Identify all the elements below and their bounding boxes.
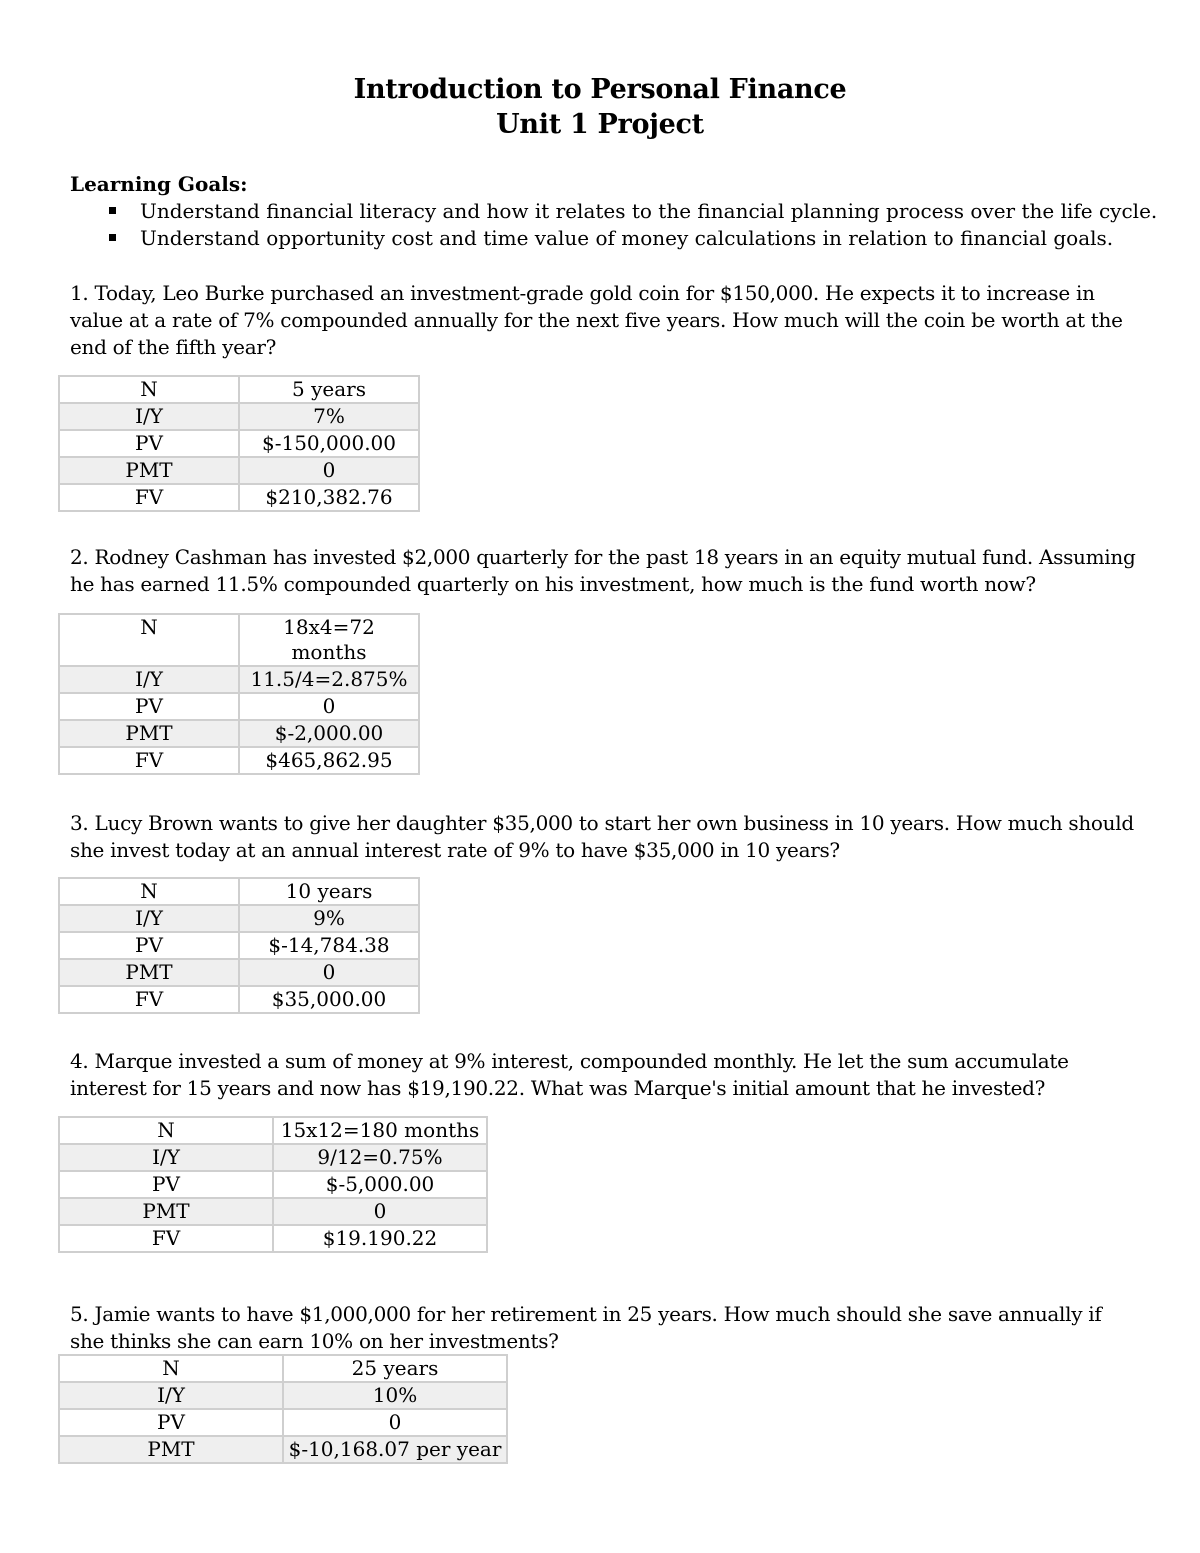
- row-label: PV: [59, 430, 239, 457]
- row-label: PMT: [59, 1436, 283, 1463]
- row-value: 0: [283, 1409, 507, 1436]
- row-value: $-5,000.00: [273, 1171, 487, 1198]
- document-subtitle: Unit 1 Project: [496, 109, 704, 140]
- row-label: N: [59, 1117, 273, 1144]
- row-label: I/Y: [59, 1382, 283, 1409]
- row-value: 10 years: [239, 878, 419, 905]
- table-row: [59, 1382, 507, 1409]
- row-label: PMT: [59, 1198, 273, 1225]
- table-row: [59, 905, 419, 932]
- question-4-text: 4. Marque invested a sum of money at 9% interest, compounded monthly. He let the sum accumulate interest for 15 years and now has $19,190.22. What was Marque's initial amount that he invested?: [70, 1049, 1069, 1100]
- row-label: I/Y: [59, 1144, 273, 1171]
- row-value: 0: [239, 693, 419, 720]
- table-row: [59, 1198, 487, 1225]
- table-row: [59, 720, 419, 747]
- row-label: PV: [59, 1409, 283, 1436]
- learning-goal-item: Understand financial literacy and how it relates to the financial planning process over the life cycle.: [70, 198, 1157, 225]
- row-label: PV: [59, 693, 239, 720]
- learning-goals-heading: Learning Goals:: [70, 172, 248, 196]
- row-value: 0: [239, 457, 419, 484]
- table-row: [59, 1225, 487, 1252]
- table-row: [59, 403, 419, 430]
- learning-goal-item: Understand opportunity cost and time value of money calculations in relation to financial goals.: [70, 225, 1157, 252]
- row-value: 9%: [239, 905, 419, 932]
- row-value: $210,382.76: [239, 484, 419, 511]
- table-row: [59, 1117, 487, 1144]
- row-label: FV: [59, 986, 239, 1013]
- table-row: [59, 747, 419, 774]
- table-row: [59, 457, 419, 484]
- question-1-table: [58, 375, 420, 512]
- row-value: $19.190.22: [273, 1225, 487, 1252]
- row-value: 15x12=180 months: [273, 1117, 487, 1144]
- table-row: [59, 430, 419, 457]
- row-label: PMT: [59, 457, 239, 484]
- row-value: 18x4=72 months: [239, 614, 419, 666]
- question-5-table: [58, 1354, 508, 1464]
- table-row: [59, 1436, 507, 1463]
- row-label: N: [59, 1355, 283, 1382]
- row-value: 9/12=0.75%: [273, 1144, 487, 1171]
- row-label: PMT: [59, 959, 239, 986]
- row-label: PMT: [59, 720, 239, 747]
- row-label: N: [59, 878, 239, 905]
- row-label: PV: [59, 932, 239, 959]
- question-3-text: 3. Lucy Brown wants to give her daughter $35,000 to start her own business in 10 years. How much should she invest today at an annual interest rate of 9% to have $35,000 in 10 years?: [70, 811, 1134, 862]
- row-label: I/Y: [59, 403, 239, 430]
- row-value: $-14,784.38: [239, 932, 419, 959]
- row-value: 7%: [239, 403, 419, 430]
- row-label: N: [59, 376, 239, 403]
- document-title: Introduction to Personal Finance: [353, 74, 847, 105]
- table-row: [59, 878, 419, 905]
- row-label: N: [59, 614, 239, 666]
- row-value: $35,000.00: [239, 986, 419, 1013]
- table-row: [59, 1355, 507, 1382]
- row-value: $465,862.95: [239, 747, 419, 774]
- table-row: [59, 932, 419, 959]
- row-value: $-10,168.07 per year: [283, 1436, 507, 1463]
- table-row: [59, 693, 419, 720]
- row-label: I/Y: [59, 666, 239, 693]
- row-value: $-2,000.00: [239, 720, 419, 747]
- question-1-text: 1. Today, Leo Burke purchased an investment-grade gold coin for $150,000. He expects it to increase in value at a rate of 7% compounded annually for the next five years. How much will the coin be worth at the end of the fifth year?: [70, 281, 1123, 359]
- table-row: [59, 959, 419, 986]
- row-value: 0: [273, 1198, 487, 1225]
- row-value: 5 years: [239, 376, 419, 403]
- question-2-text: 2. Rodney Cashman has invested $2,000 quarterly for the past 18 years in an equity mutual fund. Assuming he has earned 11.5% compounded quarterly on his investment, how much is the fund worth now?: [70, 545, 1136, 596]
- table-row: [59, 666, 419, 693]
- row-value: 0: [239, 959, 419, 986]
- row-value: 10%: [283, 1382, 507, 1409]
- table-row: [59, 1144, 487, 1171]
- question-5-text: 5. Jamie wants to have $1,000,000 for her retirement in 25 years. How much should she save annually if she thinks she can earn 10% on her investments?: [70, 1302, 1102, 1353]
- table-row: [59, 376, 419, 403]
- table-row: [59, 1171, 487, 1198]
- row-label: FV: [59, 1225, 273, 1252]
- table-row: [59, 484, 419, 511]
- table-row: [59, 1409, 507, 1436]
- row-label: I/Y: [59, 905, 239, 932]
- row-label: PV: [59, 1171, 273, 1198]
- question-4-table: [58, 1116, 488, 1253]
- row-label: FV: [59, 484, 239, 511]
- question-3-table: [58, 877, 420, 1014]
- row-value: 25 years: [283, 1355, 507, 1382]
- row-label: FV: [59, 747, 239, 774]
- row-value: 11.5/4=2.875%: [239, 666, 419, 693]
- table-row: [59, 986, 419, 1013]
- learning-goals-list: [70, 198, 1157, 252]
- question-2-table: [58, 613, 420, 775]
- table-row: [59, 614, 419, 666]
- row-value: $-150,000.00: [239, 430, 419, 457]
